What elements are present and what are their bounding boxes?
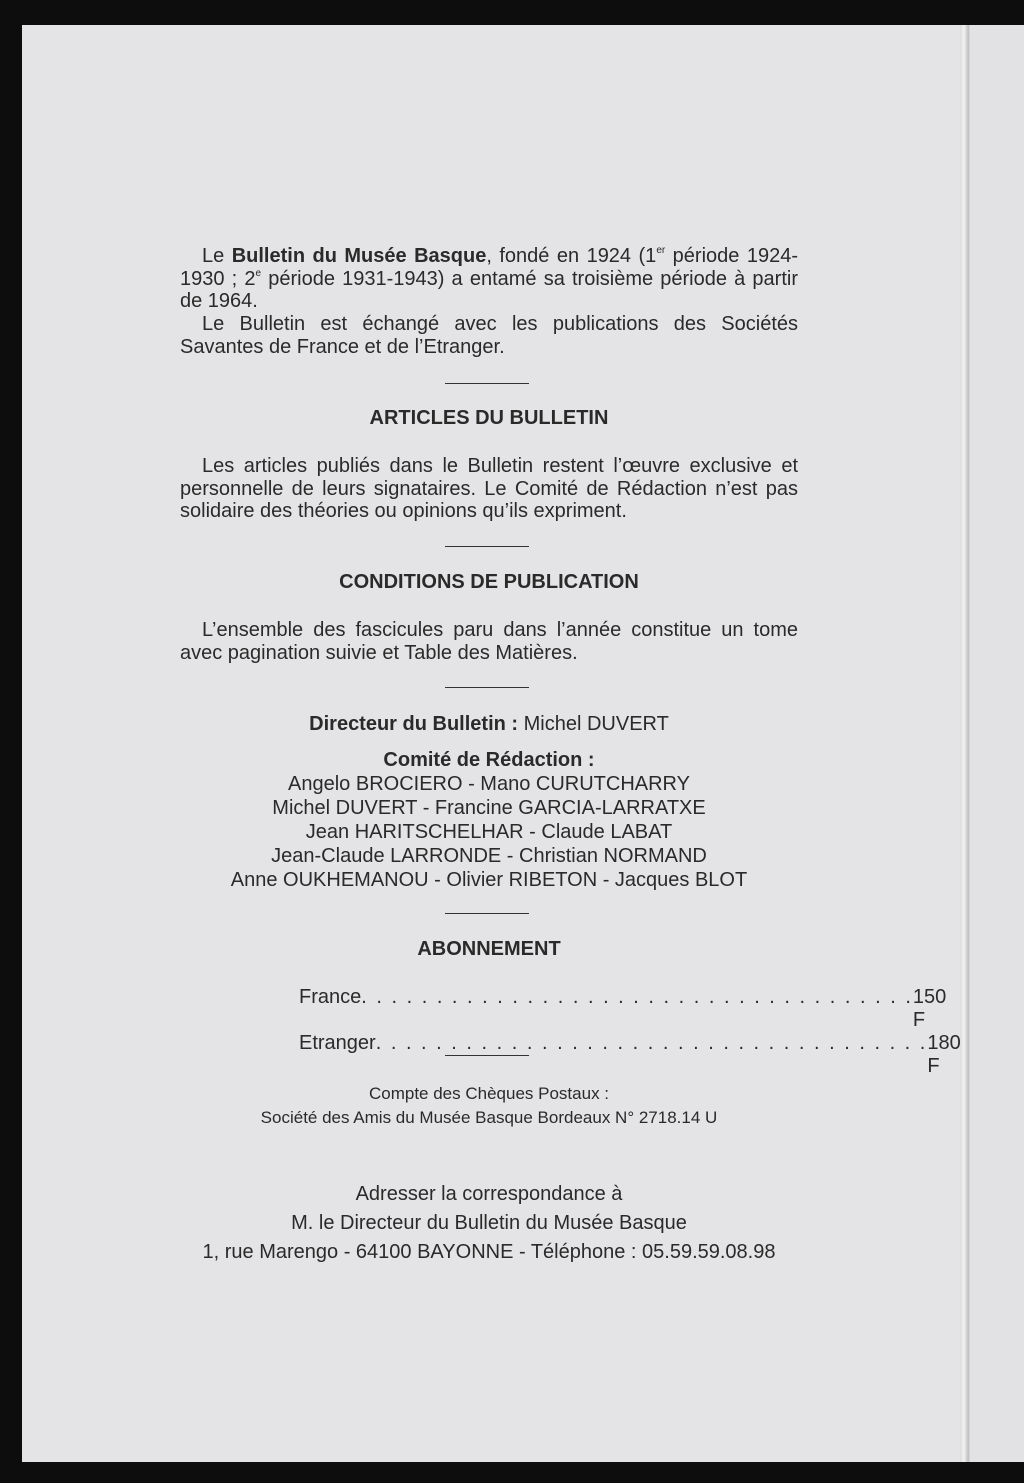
conditions-heading: CONDITIONS DE PUBLICATION — [339, 571, 639, 593]
divider — [445, 913, 529, 914]
correspondence-address: Adresser la correspondance à M. le Directeur du Bulletin du Musée Basque 1, rue Marengo - 64100 BAYONNE - Téléphone : 05.59.59.08.98 — [202, 1183, 776, 1263]
facing-page-edge — [970, 25, 1024, 1462]
price-row-etranger: Etranger . . . . . . . . . . . . . . . . . . . . . . . . . . . . . . . . . . . . . 180 F — [299, 1032, 961, 1077]
divider — [445, 687, 529, 688]
divider — [445, 546, 529, 547]
committee-member-line: Anne OUKHEMANOU - Olivier RIBETON - Jacques BLOT — [230, 869, 748, 891]
intro-paragraph-1: Le Bulletin du Musée Basque, fondé en 1924 (1er période 1924-1930 ; 2e période 1931-1943) a entamé sa troisième période à partir de 1964. — [180, 245, 799, 313]
articles-text: Les articles publiés dans le Bulletin restent l’œuvre exclusive et personnelle de leurs signataires. Le Comité de Rédaction n’est pas solidaire des théories ou opinions qu’ils expriment. — [180, 455, 798, 523]
committee-heading: Comité de Rédaction : — [383, 749, 595, 771]
divider — [445, 383, 529, 384]
conditions-text: L’ensemble des fascicules paru dans l’année constitue un tome avec pagination suivie et Table des Matières. — [180, 619, 798, 664]
subscription-prices — [299, 986, 961, 1078]
committee-member-line: Angelo BROCIERO - Mano CURUTCHARRY — [288, 773, 690, 795]
articles-heading: ARTICLES DU BULLETIN — [369, 407, 609, 429]
committee — [150, 748, 828, 892]
price-row-france: France . . . . . . . . . . . . . . . . . . . . . . . . . . . . . . . . . . . . . 150 F — [299, 986, 947, 1031]
committee-member-line: Jean-Claude LARRONDE - Christian NORMAND — [271, 845, 707, 867]
director-line: Directeur du Bulletin : Michel DUVERT — [309, 713, 669, 735]
committee-member-line: Jean HARITSCHELHAR - Claude LABAT — [305, 821, 673, 843]
committee-member-line: Michel DUVERT - Francine GARCIA-LARRATXE — [272, 797, 706, 819]
postal-account: Compte des Chèques Postaux : Société des Amis du Musée Basque Bordeaux N° 2718.14 U — [260, 1084, 718, 1127]
subscription-heading: ABONNEMENT — [417, 938, 561, 960]
divider — [445, 1055, 529, 1056]
intro-paragraph-2: Le Bulletin est échangé avec les publications des Sociétés Savantes de France et de l’Etranger. — [180, 313, 798, 358]
book-gutter — [960, 25, 970, 1462]
